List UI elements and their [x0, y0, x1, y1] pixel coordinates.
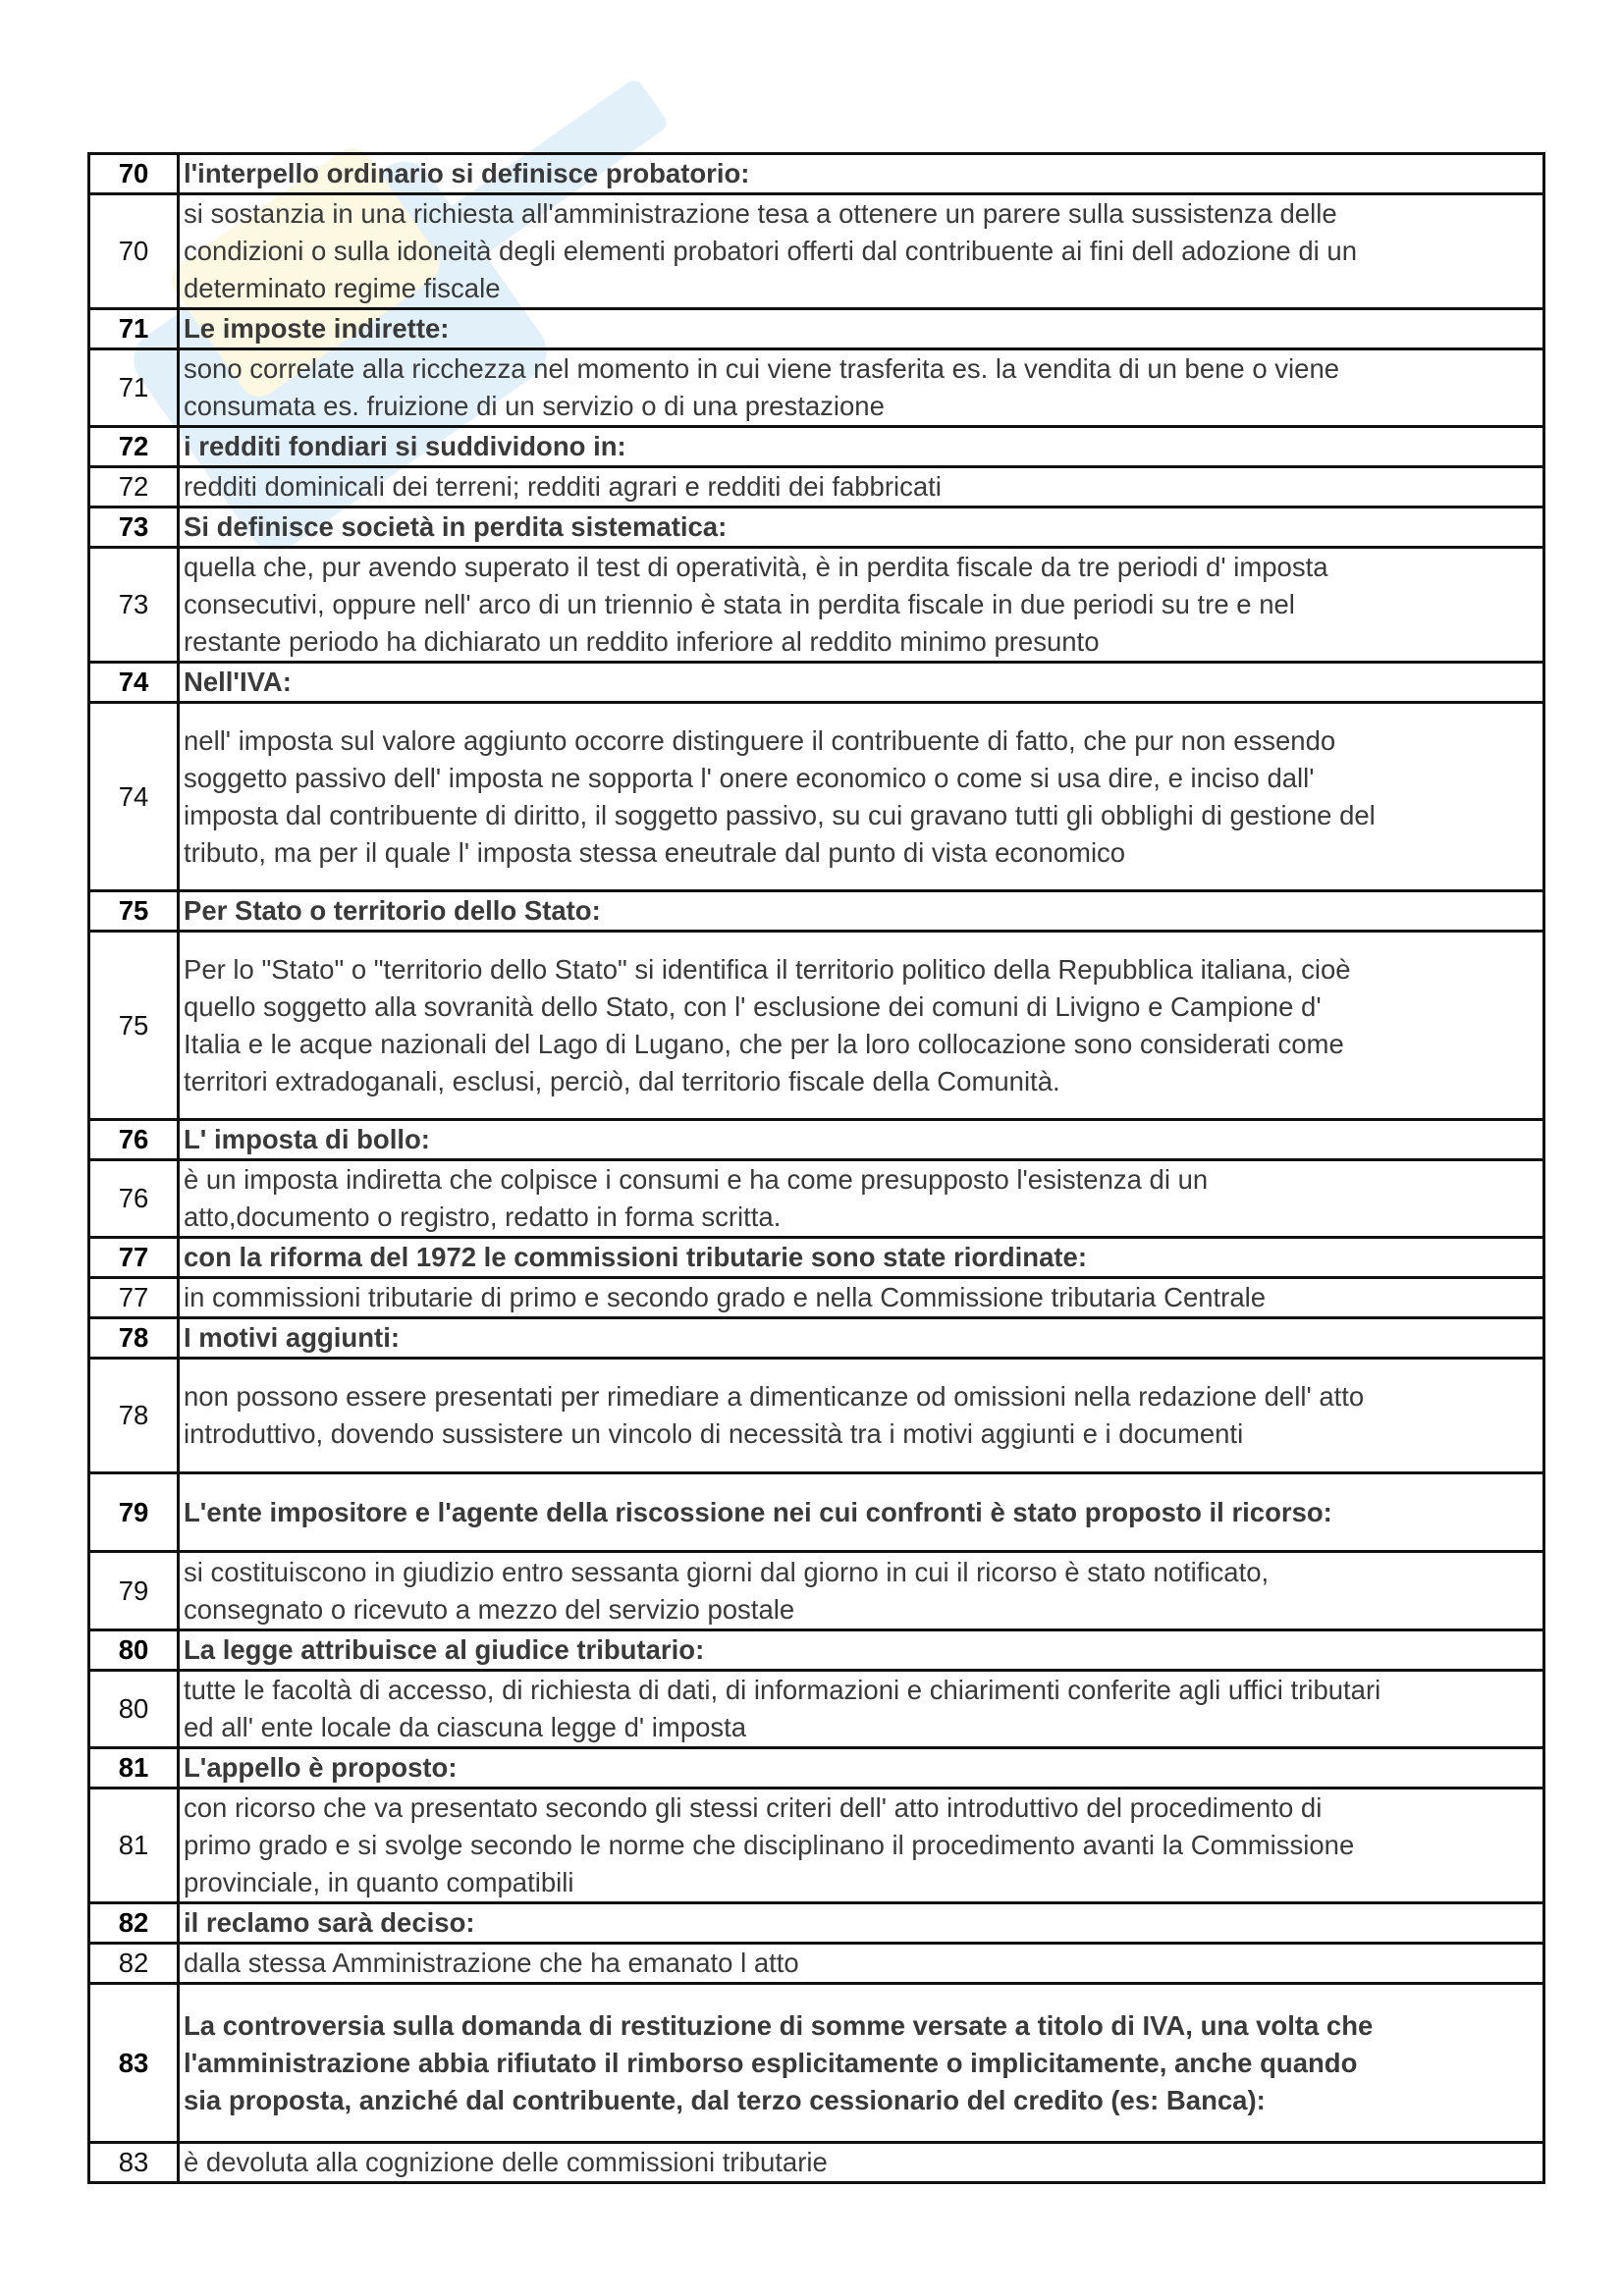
text-line: con ricorso che va presentato secondo gli stessi criteri dell' atto introduttivo del procedimento di: [184, 1792, 1323, 1823]
row-number: 72: [89, 427, 179, 467]
row-number: 80: [89, 1671, 179, 1748]
question-text: [179, 1984, 1544, 2143]
text-line: ed all' ente locale da ciascuna legge d' imposta: [184, 1712, 747, 1742]
answer-row: [89, 1789, 1544, 1903]
row-number: 78: [89, 1318, 179, 1359]
row-number: 83: [89, 2143, 179, 2183]
question-text: [179, 507, 1544, 548]
question-row: [89, 1318, 1544, 1359]
text-line: quello soggetto alla sovranità dello Stato, con l' esclusione dei comuni di Livigno e Campione d': [184, 990, 1322, 1022]
row-number: 76: [89, 1120, 179, 1160]
answer-text: [179, 2143, 1544, 2183]
answer-row: [89, 467, 1544, 507]
question-text: [179, 1238, 1544, 1278]
row-number: 82: [89, 1944, 179, 1984]
text-line: territori extradoganali, esclusi, perciò, dal territorio fiscale della Comunità.: [184, 1065, 1060, 1096]
qa-table: [87, 152, 1545, 2184]
text-line: Nell'IVA:: [184, 667, 292, 697]
answer-text: [179, 349, 1544, 427]
text-line: l'interpello ordinario si definisce probatorio:: [184, 158, 750, 188]
question-row: [89, 663, 1544, 703]
row-number: 73: [89, 548, 179, 663]
text-line: introduttivo, dovendo sussistere un vincolo di necessità tra i motivi aggiunti e i documenti: [184, 1418, 1244, 1449]
row-number: 78: [89, 1359, 179, 1473]
text-line: soggetto passivo dell' imposta ne sopporta l' onere economico o come si usa dire, e inciso dall': [184, 762, 1315, 793]
question-row: [89, 1630, 1544, 1671]
answer-text: [179, 1552, 1544, 1630]
answer-row: [89, 194, 1544, 309]
text-line: Si definisce società in perdita sistematica:: [184, 511, 728, 542]
answer-text: [179, 1789, 1544, 1903]
row-number: 80: [89, 1630, 179, 1671]
text-line: Per lo "Stato" o "territorio dello Stato" si identifica il territorio politico della Repubblica italiana, cioè: [184, 953, 1351, 985]
text-line: l'amministrazione abbia rifiutato il rimborso esplicitamente o implicitamente, anche quando: [184, 2047, 1358, 2078]
row-number: 73: [89, 507, 179, 548]
answer-row: [89, 1671, 1544, 1748]
question-text: [179, 154, 1544, 194]
row-number: 75: [89, 932, 179, 1120]
answer-row: [89, 2143, 1544, 2183]
question-row: [89, 1903, 1544, 1944]
row-number: 79: [89, 1552, 179, 1630]
row-number: 81: [89, 1748, 179, 1789]
question-row: [89, 1473, 1544, 1552]
text-line: I motivi aggiunti:: [184, 1322, 400, 1353]
question-row: [89, 1120, 1544, 1160]
answer-row: [89, 1359, 1544, 1473]
text-line: La legge attribuisce al giudice tributario:: [184, 1634, 705, 1665]
question-text: [179, 663, 1544, 703]
text-line: è devoluta alla cognizione delle commissioni tributarie: [184, 2147, 828, 2177]
row-number: 71: [89, 309, 179, 349]
text-line: il reclamo sarà deciso:: [184, 1907, 475, 1938]
text-line: condizioni o sulla idoneità degli elementi probatori offerti dal contribuente ai fini dell adozione di un: [184, 236, 1357, 266]
text-line: La controversia sulla domanda di restituzione di somme versate a titolo di IVA, una volta che: [184, 2009, 1374, 2041]
answer-text: [179, 1359, 1544, 1473]
text-line: nell' imposta sul valore aggiunto occorre distinguere il contribuente di fatto, che pur non essendo: [184, 724, 1336, 756]
text-line: è un imposta indiretta che colpisce i consumi e ha come presupposto l'esistenza di un: [184, 1164, 1209, 1195]
row-number: 74: [89, 703, 179, 891]
answer-row: [89, 1552, 1544, 1630]
text-line: redditi dominicali dei terreni; redditi agrari e redditi dei fabbricati: [184, 471, 942, 502]
answer-text: [179, 932, 1544, 1120]
question-text: [179, 1120, 1544, 1160]
answer-row: [89, 1944, 1544, 1984]
row-number: 79: [89, 1473, 179, 1552]
answer-text: [179, 1160, 1544, 1238]
row-number: 71: [89, 349, 179, 427]
row-number: 74: [89, 663, 179, 703]
text-line: in commissioni tributarie di primo e secondo grado e nella Commissione tributaria Centrale: [184, 1282, 1267, 1312]
row-number: 75: [89, 891, 179, 932]
text-line: primo grado e si svolge secondo le norme che disciplinano il procedimento avanti la Commissione: [184, 1830, 1355, 1860]
text-line: consumata es. fruizione di un servizio o di una prestazione: [184, 391, 885, 421]
text-line: non possono essere presentati per rimediare a dimenticanze od omissioni nella redazione dell' atto: [184, 1381, 1365, 1412]
question-text: [179, 1903, 1544, 1944]
text-line: L'ente impositore e l'agente della riscossione nei cui confronti è stato proposto il ricorso:: [184, 1496, 1332, 1527]
row-number: 77: [89, 1238, 179, 1278]
answer-row: [89, 1278, 1544, 1318]
text-line: atto,documento o registro, redatto in forma scritta.: [184, 1201, 782, 1232]
text-line: Per Stato o territorio dello Stato:: [184, 895, 601, 926]
question-text: [179, 1473, 1544, 1552]
answer-text: [179, 548, 1544, 663]
text-line: tutte le facoltà di accesso, di richiesta di dati, di informazioni e chiarimenti conferite agli uffici tributari: [184, 1675, 1381, 1705]
text-line: sia proposta, anziché dal contribuente, dal terzo cessionario del credito (es: Banca):: [184, 2084, 1266, 2115]
answer-text: [179, 467, 1544, 507]
answer-text: [179, 703, 1544, 891]
question-row: [89, 1984, 1544, 2143]
text-line: Italia e le acque nazionali del Lago di Lugano, che per la loro collocazione sono considerati come: [184, 1028, 1344, 1059]
answer-row: [89, 703, 1544, 891]
question-row: [89, 1748, 1544, 1789]
answer-row: [89, 349, 1544, 427]
question-text: [179, 1748, 1544, 1789]
answer-text: [179, 1671, 1544, 1748]
question-row: [89, 154, 1544, 194]
row-number: 72: [89, 467, 179, 507]
text-line: Le imposte indirette:: [184, 313, 450, 344]
question-row: [89, 309, 1544, 349]
text-line: quella che, pur avendo superato il test di operatività, è in perdita fiscale da tre periodi d' imposta: [184, 552, 1328, 582]
text-line: determinato regime fiscale: [184, 273, 501, 303]
question-text: [179, 309, 1544, 349]
text-line: restante periodo ha dichiarato un reddito inferiore al reddito minimo presunto: [184, 626, 1100, 657]
row-number: 81: [89, 1789, 179, 1903]
answer-row: [89, 1160, 1544, 1238]
text-line: consecutivi, oppure nell' arco di un triennio è stata in perdita fiscale in due periodi su tre e nel: [184, 589, 1295, 619]
answer-text: [179, 1278, 1544, 1318]
text-line: con la riforma del 1972 le commissioni tributarie sono state riordinate:: [184, 1242, 1087, 1272]
answer-row: [89, 932, 1544, 1120]
row-number: 70: [89, 194, 179, 309]
question-text: [179, 1318, 1544, 1359]
text-line: provinciale, in quanto compatibili: [184, 1867, 574, 1897]
text-line: i redditi fondiari si suddividono in:: [184, 431, 626, 461]
answer-text: [179, 1944, 1544, 1984]
text-line: imposta dal contribuente di diritto, il soggetto passivo, su cui gravano tutti gli obblighi di gestione del: [184, 799, 1376, 830]
question-row: [89, 507, 1544, 548]
text-line: dalla stessa Amministrazione che ha emanato l atto: [184, 1948, 799, 1978]
answer-row: [89, 548, 1544, 663]
row-number: 76: [89, 1160, 179, 1238]
text-line: L' imposta di bollo:: [184, 1124, 430, 1154]
text-line: si sostanzia in una richiesta all'amministrazione tesa a ottenere un parere sulla sussistenza delle: [184, 198, 1337, 229]
question-text: [179, 427, 1544, 467]
text-line: sono correlate alla ricchezza nel momento in cui viene trasferita es. la vendita di un bene o viene: [184, 353, 1340, 384]
text-line: si costituiscono in giudizio entro sessanta giorni dal giorno in cui il ricorso è stato notificato,: [184, 1556, 1270, 1587]
row-number: 77: [89, 1278, 179, 1318]
answer-text: [179, 194, 1544, 309]
question-row: [89, 891, 1544, 932]
row-number: 70: [89, 154, 179, 194]
question-row: [89, 427, 1544, 467]
text-line: consegnato o ricevuto a mezzo del servizio postale: [184, 1593, 795, 1625]
text-line: tributo, ma per il quale l' imposta stessa eneutrale dal punto di vista economico: [184, 836, 1126, 868]
question-row: [89, 1238, 1544, 1278]
question-text: [179, 1630, 1544, 1671]
text-line: L'appello è proposto:: [184, 1752, 458, 1783]
row-number: 82: [89, 1903, 179, 1944]
row-number: 83: [89, 1984, 179, 2143]
question-text: [179, 891, 1544, 932]
